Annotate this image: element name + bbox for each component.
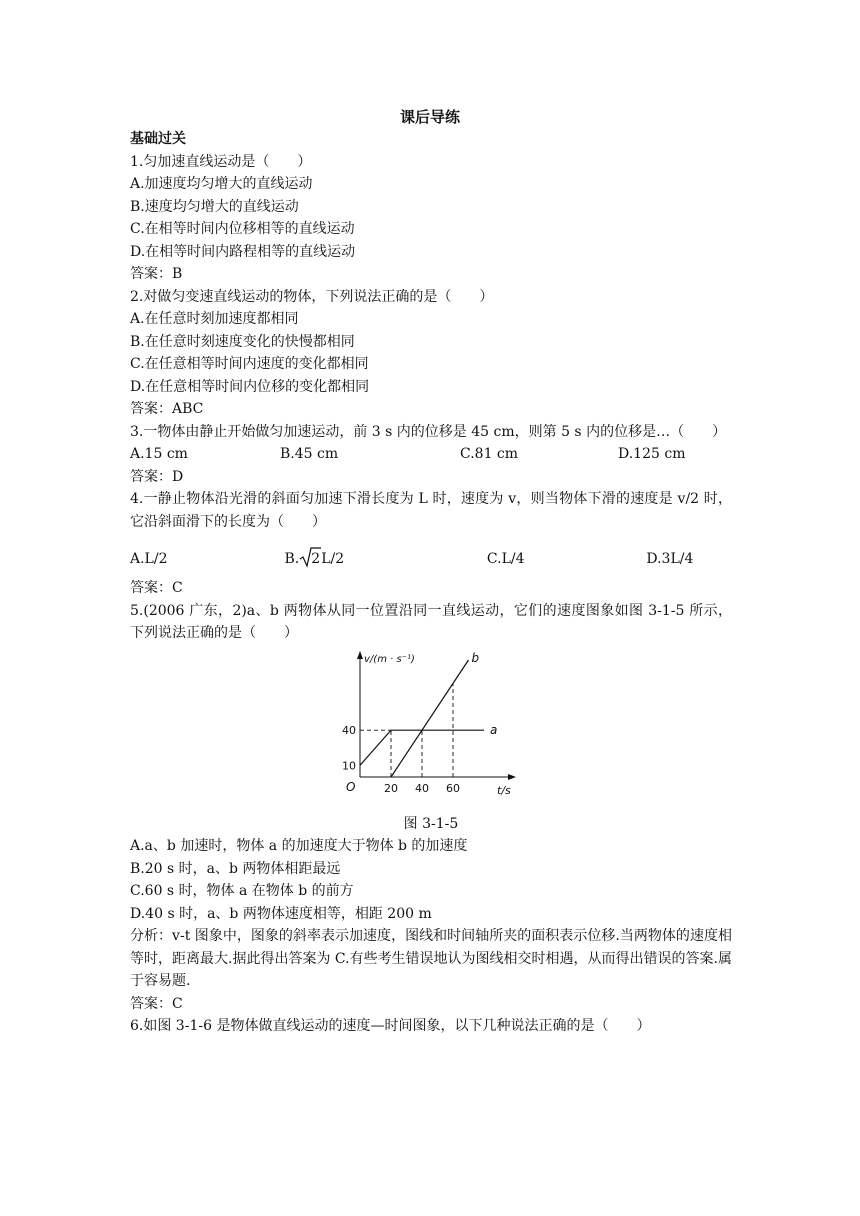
section-heading: 基础过关 [130, 131, 186, 147]
q1-answer: 答案：B [130, 266, 183, 282]
q3-stem: 3.一物体由静止开始做匀加速运动，前 3 s 内的位移是 45 cm，则第 5 s 内的位移是…（ ） [130, 423, 727, 440]
series-line-b [391, 660, 469, 777]
q3-option-d: D.125 cm [618, 446, 686, 462]
sqrt-symbol [299, 545, 321, 573]
x-axis-arrow [508, 774, 516, 780]
x-tick-label: 60 [446, 781, 460, 795]
q5-option-b: B.20 s 时，a、b 两物体相距最远 [130, 860, 341, 877]
q5-analysis: 分析：v-t 图象中，图象的斜率表示加速度，图线和时间轴所夹的面积表示位移.当两物体的速度相等时，距离最大.据此得出答案为 C.有些考生错误地认为图线相交时相遇，从而得出错误的答案.属于容易题. [130, 928, 733, 989]
q3-option-b: B.45 cm [280, 446, 339, 462]
q4-option-b [284, 545, 482, 573]
series-label-a: a [490, 722, 498, 737]
y-axis-label: v/(m · s⁻¹) [364, 653, 415, 665]
document-body [130, 128, 732, 1038]
q1-option-d: D.在相等时间内路程相等的直线运动 [130, 243, 356, 260]
x-axis-label: t/s [497, 783, 511, 797]
q3-answer: 答案：D [130, 468, 184, 485]
q4-options [130, 545, 732, 573]
q2-stem: 2.对做匀变速直线运动的物体，下列说法正确的是（ ） [130, 288, 494, 305]
q5-answer: 答案：C [130, 995, 183, 1012]
page-title: 课后导练 [399, 108, 460, 126]
q1-stem: 1.匀加速直线运动是（ ） [130, 153, 312, 170]
q4-option-d: D.3L/4 [646, 551, 694, 567]
q6-stem: 6.如图 3-1-6 是物体做直线运动的速度—时间图象，以下几种说法正确的是（ ） [130, 1018, 651, 1034]
q5-option-d: D.40 s 时，a、b 两物体速度相等，相距 200 m [130, 905, 432, 922]
q3-option-a: A.15 cm [130, 446, 188, 462]
q2-option-a: A.在任意时刻加速度都相同 [130, 311, 299, 327]
vt-chart [326, 647, 516, 802]
x-tick-label: 20 [384, 781, 398, 795]
q1-option-b: B.速度均匀增大的直线运动 [130, 198, 299, 215]
origin-label: O [346, 779, 356, 794]
y-tick-label: 10 [342, 758, 356, 772]
figure-caption: 图 3-1-5 [403, 815, 459, 832]
q2-option-b: B.在任意时刻速度变化的快慢都相同 [130, 333, 355, 350]
q1-option-a: A.加速度均匀增大的直线运动 [130, 176, 313, 192]
q5-option-c: C.60 s 时，物体 a 在物体 b 的前方 [130, 883, 354, 899]
q4-answer: 答案：C [130, 580, 183, 596]
q3-option-c: C.81 cm [460, 446, 519, 462]
q5-stem: 5.(2006 广东，2)a、b 两物体从同一位置沿同一直线运动，它们的速度图象如图 3-1-5 所示，下列说法正确的是（ ） [130, 602, 732, 641]
y-axis-arrow [357, 651, 363, 659]
q4-option-a: A.L/2 [130, 551, 168, 567]
q3-options [130, 443, 732, 466]
q4-option-b-prefix: B. [284, 551, 300, 567]
q5-option-a: A.a、b 加速时，物体 a 的加速度大于物体 b 的加速度 [130, 838, 468, 854]
q4-option-b-radicand: 2 [311, 551, 321, 567]
figure-3-1-5 [130, 647, 732, 817]
q2-option-c: C.在任意相等时间内速度的变化都相同 [130, 356, 369, 372]
y-tick-label: 40 [342, 723, 356, 737]
q2-answer: 答案：ABC [130, 401, 204, 417]
q4-stem: 4.一静止物体沿光滑的斜面匀加速下滑长度为 L 时，速度为 v，则当物体下滑的速度是 v/2 时，它沿斜面滑下的长度为（ ） [130, 491, 732, 530]
x-tick-label: 40 [415, 781, 429, 795]
q4-option-c: C.L/4 [486, 551, 525, 567]
series-label-b: b [471, 650, 480, 665]
q1-option-c: C.在相等时间内位移相等的直线运动 [130, 221, 355, 237]
q4-option-b-suffix: L/2 [321, 551, 345, 567]
q2-option-d: D.在任意相等时间内位移的变化都相同 [130, 378, 370, 395]
